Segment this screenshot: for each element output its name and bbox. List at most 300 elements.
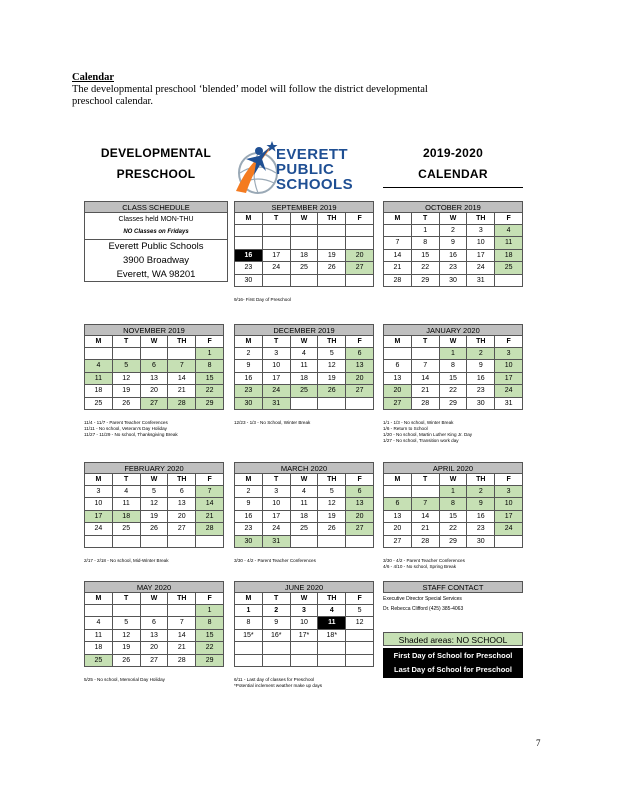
day-cell: 26 xyxy=(318,385,346,398)
address-line-3: Everett, WA 98201 xyxy=(85,268,228,282)
day-cell: 3 xyxy=(467,224,495,237)
day-cell xyxy=(290,274,318,287)
week-row xyxy=(235,237,374,250)
week-row xyxy=(85,654,224,667)
day-cell: 18 xyxy=(290,249,318,262)
day-cell: 6 xyxy=(140,360,168,373)
day-cell: 1 xyxy=(196,347,224,360)
day-cell: 8 xyxy=(235,617,263,630)
month-calendar xyxy=(84,581,224,667)
day-cell: 6 xyxy=(346,485,374,498)
day-cell xyxy=(384,485,412,498)
month-calendar xyxy=(234,462,374,548)
day-cell: 19 xyxy=(112,385,140,398)
day-cell: 7 xyxy=(411,360,439,373)
day-cell: 20 xyxy=(140,385,168,398)
day-cell: 24 xyxy=(495,385,523,398)
week-row xyxy=(384,237,523,250)
day-cell: 16 xyxy=(467,510,495,523)
day-cell: 22 xyxy=(439,385,467,398)
weekday-header: T xyxy=(262,474,290,486)
week-row xyxy=(85,385,224,398)
day-cell: 16 xyxy=(235,249,263,262)
day-cell xyxy=(495,274,523,287)
staff-contact-title: STAFF CONTACT xyxy=(383,581,523,593)
day-cell xyxy=(346,274,374,287)
day-cell xyxy=(196,535,224,548)
day-cell: 17 xyxy=(495,510,523,523)
weekday-header: T xyxy=(411,336,439,348)
logo-wordmark xyxy=(276,147,353,192)
day-cell: 24 xyxy=(262,262,290,275)
week-row xyxy=(85,360,224,373)
day-cell: 23 xyxy=(235,523,263,536)
month-calendar xyxy=(383,201,523,287)
day-cell: 21 xyxy=(411,523,439,536)
day-cell xyxy=(235,237,263,250)
day-cell: 5 xyxy=(112,617,140,630)
day-cell: 26 xyxy=(112,654,140,667)
day-cell: 25 xyxy=(495,262,523,275)
day-cell: 20 xyxy=(384,523,412,536)
weekday-header: T xyxy=(112,593,140,605)
week-row xyxy=(384,385,523,398)
weekday-header: M xyxy=(235,593,263,605)
weekday-header: M xyxy=(384,336,412,348)
week-row xyxy=(384,485,523,498)
day-cell: 29 xyxy=(411,274,439,287)
day-cell: 28 xyxy=(384,274,412,287)
week-row xyxy=(85,510,224,523)
day-cell: 3 xyxy=(495,485,523,498)
day-cell: 12 xyxy=(140,498,168,511)
weekday-header: TH xyxy=(467,336,495,348)
week-row xyxy=(235,262,374,275)
weekday-header: W xyxy=(439,336,467,348)
day-cell: 18 xyxy=(85,385,113,398)
day-cell: 4 xyxy=(85,360,113,373)
month-note: 12/23 - 1/3 - No School, Winter Break xyxy=(234,420,311,425)
day-cell: 29 xyxy=(196,654,224,667)
day-cell xyxy=(318,224,346,237)
day-cell: 20 xyxy=(346,510,374,523)
day-cell: 6 xyxy=(384,498,412,511)
day-cell: 13 xyxy=(140,629,168,642)
month-title: OCTOBER 2019 xyxy=(384,202,523,213)
day-cell: 17 xyxy=(85,510,113,523)
day-cell xyxy=(140,604,168,617)
weekday-header: TH xyxy=(318,593,346,605)
week-row xyxy=(235,249,374,262)
week-row xyxy=(235,617,374,630)
day-cell: 15* xyxy=(235,629,263,642)
day-cell: 30 xyxy=(467,397,495,410)
month-notes xyxy=(234,677,382,689)
weekday-header: M xyxy=(85,336,113,348)
day-cell: 19 xyxy=(112,642,140,655)
weekday-header: T xyxy=(112,336,140,348)
day-cell xyxy=(262,654,290,667)
weekday-header: TH xyxy=(467,474,495,486)
day-cell xyxy=(235,642,263,655)
day-cell: 7 xyxy=(168,617,196,630)
day-cell xyxy=(262,274,290,287)
day-cell: 17* xyxy=(290,629,318,642)
staff-contact-name: Dr. Rebecca Clifford (425) 385-4063 xyxy=(383,606,464,612)
day-cell: 10 xyxy=(495,360,523,373)
day-cell: 4 xyxy=(318,604,346,617)
week-row xyxy=(235,397,374,410)
week-row xyxy=(235,642,374,655)
day-cell: 25 xyxy=(290,523,318,536)
weekday-header: F xyxy=(495,474,523,486)
week-row xyxy=(85,485,224,498)
weekday-header: W xyxy=(290,593,318,605)
week-row xyxy=(235,224,374,237)
day-cell: 10 xyxy=(262,360,290,373)
month-title: JUNE 2020 xyxy=(235,582,374,593)
class-schedule-box xyxy=(84,201,228,282)
day-cell: 28 xyxy=(411,535,439,548)
day-cell: 3 xyxy=(85,485,113,498)
day-cell xyxy=(262,642,290,655)
day-cell xyxy=(290,642,318,655)
day-cell: 7 xyxy=(196,485,224,498)
day-cell: 22 xyxy=(196,385,224,398)
day-cell: 23 xyxy=(467,523,495,536)
calendar-label: CALENDAR xyxy=(418,167,488,181)
day-cell: 9 xyxy=(467,498,495,511)
weekday-header: M xyxy=(384,213,412,225)
day-cell xyxy=(290,535,318,548)
day-cell: 9 xyxy=(235,360,263,373)
day-cell: 26 xyxy=(318,262,346,275)
weekday-header: F xyxy=(346,213,374,225)
day-cell: 26 xyxy=(318,523,346,536)
day-cell: 14 xyxy=(168,372,196,385)
week-row xyxy=(85,629,224,642)
day-cell: 6 xyxy=(384,360,412,373)
day-cell: 3 xyxy=(262,347,290,360)
week-row xyxy=(85,604,224,617)
day-cell xyxy=(411,485,439,498)
day-cell: 4 xyxy=(85,617,113,630)
day-cell: 11 xyxy=(318,617,346,630)
day-cell xyxy=(112,347,140,360)
weekday-header: M xyxy=(235,213,263,225)
week-row xyxy=(384,347,523,360)
month-title: MARCH 2020 xyxy=(235,463,374,474)
logo-line-3: SCHOOLS xyxy=(276,176,353,193)
day-cell: 16 xyxy=(439,249,467,262)
day-cell: 25 xyxy=(85,397,113,410)
day-cell: 1 xyxy=(196,604,224,617)
day-cell xyxy=(85,347,113,360)
day-cell: 14 xyxy=(196,498,224,511)
day-cell: 23 xyxy=(439,262,467,275)
day-cell: 4 xyxy=(112,485,140,498)
month-title: SEPTEMBER 2019 xyxy=(235,202,374,213)
weekday-header: W xyxy=(290,474,318,486)
month-note: 2/17 - 2/18 - No school, Mid-Winter Break xyxy=(84,558,169,563)
week-row xyxy=(85,397,224,410)
week-row xyxy=(384,224,523,237)
day-cell: 7 xyxy=(384,237,412,250)
month-notes xyxy=(84,420,232,438)
day-cell: 20 xyxy=(346,372,374,385)
day-cell xyxy=(112,535,140,548)
day-cell: 10 xyxy=(290,617,318,630)
month-notes xyxy=(383,420,531,444)
day-cell xyxy=(346,397,374,410)
program-title-line-2: PRESCHOOL xyxy=(116,167,196,181)
day-cell: 30 xyxy=(235,274,263,287)
weekday-header: W xyxy=(140,336,168,348)
day-cell: 15 xyxy=(196,629,224,642)
month-note: 1/6 - Return to School xyxy=(383,426,428,431)
day-cell xyxy=(318,274,346,287)
day-cell: 1 xyxy=(439,347,467,360)
weekday-header: T xyxy=(411,474,439,486)
week-row xyxy=(85,498,224,511)
weekday-header: M xyxy=(235,474,263,486)
day-cell: 15 xyxy=(196,372,224,385)
week-row xyxy=(384,523,523,536)
day-cell: 16 xyxy=(235,510,263,523)
weekday-header: TH xyxy=(168,593,196,605)
weekday-header: TH xyxy=(168,474,196,486)
no-class-days: NO Classes on Fridays xyxy=(85,226,228,240)
day-cell: 14 xyxy=(168,629,196,642)
month-title: FEBRUARY 2020 xyxy=(85,463,224,474)
weekday-header: F xyxy=(495,336,523,348)
day-cell: 11 xyxy=(290,498,318,511)
week-row xyxy=(235,372,374,385)
day-cell xyxy=(140,347,168,360)
day-cell xyxy=(346,629,374,642)
day-cell: 31 xyxy=(467,274,495,287)
day-cell: 8 xyxy=(439,360,467,373)
day-cell xyxy=(112,604,140,617)
day-cell: 11 xyxy=(85,629,113,642)
logo-line-1: EVERETT xyxy=(276,146,348,163)
month-notes xyxy=(84,677,232,683)
day-cell: 25 xyxy=(290,262,318,275)
day-cell: 24 xyxy=(495,523,523,536)
intro-heading: Calendar xyxy=(72,72,114,83)
day-cell: 13 xyxy=(384,372,412,385)
day-cell: 22 xyxy=(411,262,439,275)
month-notes xyxy=(234,558,382,564)
month-note: 5/25 - No school, Memorial Day Holiday xyxy=(84,677,165,682)
day-cell: 6 xyxy=(346,347,374,360)
day-cell: 27 xyxy=(140,654,168,667)
day-cell xyxy=(346,654,374,667)
day-cell xyxy=(168,347,196,360)
day-cell: 13 xyxy=(346,498,374,511)
day-cell: 31 xyxy=(262,397,290,410)
day-cell: 5 xyxy=(112,360,140,373)
day-cell: 19 xyxy=(318,249,346,262)
day-cell: 13 xyxy=(346,360,374,373)
day-cell: 30 xyxy=(439,274,467,287)
day-cell xyxy=(318,397,346,410)
day-cell: 27 xyxy=(384,535,412,548)
day-cell: 5 xyxy=(140,485,168,498)
day-cell: 9 xyxy=(439,237,467,250)
month-notes xyxy=(234,297,382,303)
day-cell xyxy=(346,224,374,237)
class-days: Classes held MON-THU xyxy=(85,213,228,226)
day-cell: 20 xyxy=(346,249,374,262)
day-cell: 24 xyxy=(262,523,290,536)
weekday-header: TH xyxy=(318,213,346,225)
day-cell: 20 xyxy=(168,510,196,523)
day-cell: 24 xyxy=(262,385,290,398)
weekday-header: TH xyxy=(168,336,196,348)
month-title: JANUARY 2020 xyxy=(384,325,523,336)
logo-line-2: PUBLIC xyxy=(276,161,335,178)
day-cell: 23 xyxy=(467,385,495,398)
month-note: *Potential inclement weather make up days xyxy=(234,683,323,688)
weekday-header: M xyxy=(85,474,113,486)
day-cell: 20 xyxy=(140,642,168,655)
day-cell: 25 xyxy=(112,523,140,536)
day-cell: 17 xyxy=(262,249,290,262)
week-row xyxy=(235,535,374,548)
day-cell: 23 xyxy=(235,262,263,275)
day-cell: 14 xyxy=(411,510,439,523)
weekday-header: F xyxy=(196,593,224,605)
address-line-1: Everett Public Schools xyxy=(85,240,228,254)
weekday-header: F xyxy=(196,474,224,486)
weekday-header: M xyxy=(235,336,263,348)
week-row xyxy=(384,360,523,373)
week-row xyxy=(85,372,224,385)
week-row xyxy=(384,262,523,275)
day-cell: 10 xyxy=(467,237,495,250)
weekday-header: T xyxy=(112,474,140,486)
month-calendar xyxy=(383,462,523,548)
day-cell: 6 xyxy=(168,485,196,498)
day-cell xyxy=(346,237,374,250)
week-row xyxy=(235,274,374,287)
day-cell: 12 xyxy=(318,498,346,511)
day-cell: 22 xyxy=(439,523,467,536)
day-cell xyxy=(85,535,113,548)
day-cell: 27 xyxy=(384,397,412,410)
district-logo xyxy=(232,139,374,201)
day-cell: 13 xyxy=(140,372,168,385)
weekday-header: T xyxy=(262,213,290,225)
day-cell xyxy=(318,237,346,250)
day-cell xyxy=(168,604,196,617)
day-cell: 3 xyxy=(495,347,523,360)
day-cell: 18 xyxy=(85,642,113,655)
day-cell: 2 xyxy=(439,224,467,237)
month-note: 3/30 - 4/2 - Parent Teacher Conferences xyxy=(234,558,316,563)
day-cell: 21 xyxy=(196,510,224,523)
day-cell: 8 xyxy=(439,498,467,511)
day-cell: 21 xyxy=(168,385,196,398)
day-cell: 1 xyxy=(411,224,439,237)
day-cell xyxy=(290,224,318,237)
day-cell: 1 xyxy=(235,604,263,617)
day-cell xyxy=(384,224,412,237)
month-title: NOVEMBER 2019 xyxy=(85,325,224,336)
day-cell: 28 xyxy=(196,523,224,536)
page-number: 7 xyxy=(536,738,541,748)
day-cell: 21 xyxy=(411,385,439,398)
day-cell: 12 xyxy=(112,629,140,642)
day-cell: 24 xyxy=(467,262,495,275)
day-cell xyxy=(411,347,439,360)
day-cell: 29 xyxy=(439,535,467,548)
day-cell: 27 xyxy=(140,397,168,410)
program-title xyxy=(84,143,228,185)
day-cell: 5 xyxy=(318,347,346,360)
weekday-header: W xyxy=(290,336,318,348)
week-row xyxy=(235,523,374,536)
week-row xyxy=(85,617,224,630)
month-calendar xyxy=(84,462,224,548)
week-row xyxy=(384,535,523,548)
day-cell: 27 xyxy=(346,262,374,275)
day-cell: 11 xyxy=(290,360,318,373)
day-cell: 14 xyxy=(411,372,439,385)
day-cell: 28 xyxy=(411,397,439,410)
day-cell: 30 xyxy=(235,535,263,548)
month-title: DECEMBER 2019 xyxy=(235,325,374,336)
weekday-header: W xyxy=(439,213,467,225)
day-cell: 31 xyxy=(262,535,290,548)
day-cell: 27 xyxy=(346,523,374,536)
day-cell: 10 xyxy=(262,498,290,511)
week-row xyxy=(384,498,523,511)
month-note: 1/20 - No school, Martin Luther King Jr. Day xyxy=(383,432,473,437)
calendar-year-title xyxy=(383,143,523,188)
day-cell: 2 xyxy=(235,347,263,360)
weekday-header: F xyxy=(196,336,224,348)
month-note: 3/30 - 4/2 - Parent Teacher Conferences xyxy=(383,558,465,563)
day-cell xyxy=(290,397,318,410)
day-cell: 7 xyxy=(411,498,439,511)
week-row xyxy=(384,372,523,385)
day-cell: 16 xyxy=(467,372,495,385)
week-row xyxy=(85,347,224,360)
weekday-header: M xyxy=(85,593,113,605)
day-cell: 2 xyxy=(467,485,495,498)
weekday-header: TH xyxy=(318,336,346,348)
day-cell xyxy=(85,604,113,617)
month-note: 11/4 - 11/7 - Parent Teacher Conferences xyxy=(84,420,168,425)
day-cell: 30 xyxy=(235,397,263,410)
day-cell: 19 xyxy=(318,372,346,385)
legend-no-school: Shaded areas: NO SCHOOL xyxy=(383,632,523,646)
month-title: MAY 2020 xyxy=(85,582,224,593)
weekday-header: TH xyxy=(467,213,495,225)
day-cell: 11 xyxy=(495,237,523,250)
weekday-header: F xyxy=(346,336,374,348)
day-cell: 16* xyxy=(262,629,290,642)
day-cell xyxy=(495,535,523,548)
weekday-header: TH xyxy=(318,474,346,486)
day-cell: 18* xyxy=(318,629,346,642)
staff-contact-role: Executive Director Special Services xyxy=(383,596,462,602)
day-cell: 18 xyxy=(495,249,523,262)
week-row xyxy=(235,485,374,498)
week-row xyxy=(85,642,224,655)
